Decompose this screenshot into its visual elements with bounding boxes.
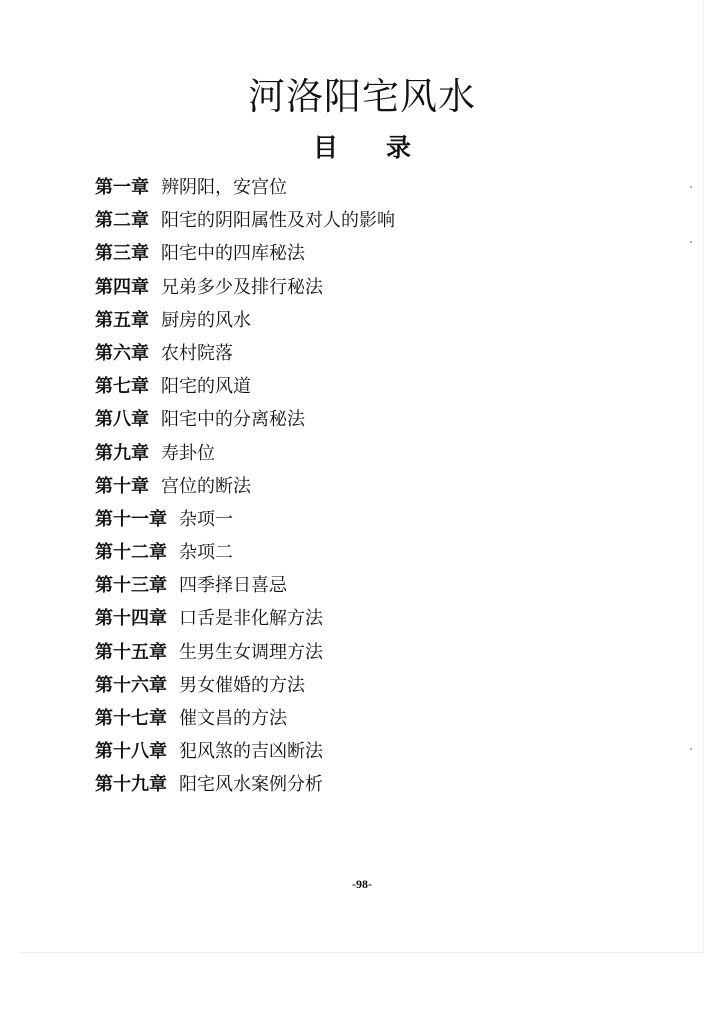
toc-chapter-title: 阳宅风水案例分析 <box>179 774 323 796</box>
toc-chapter-number: 第十章 <box>95 475 149 497</box>
toc-chapter-title: 生男生女调理方法 <box>179 641 323 663</box>
toc-entry <box>95 768 395 801</box>
scan-speck <box>690 186 692 188</box>
toc-entry <box>95 470 395 503</box>
table-of-contents <box>95 171 395 802</box>
toc-chapter-title: 寿卦位 <box>161 442 215 464</box>
toc-chapter-number: 第六章 <box>95 342 149 364</box>
toc-chapter-number: 第十六章 <box>95 674 167 696</box>
toc-entry <box>95 204 395 237</box>
toc-chapter-number: 第十七章 <box>95 708 167 729</box>
toc-chapter-title: 阳宅的阴阳属性及对人的影响 <box>161 210 395 232</box>
toc-chapter-title: 宫位的断法 <box>161 475 251 497</box>
toc-entry <box>95 735 395 768</box>
toc-chapter-title: 犯风煞的吉凶断法 <box>179 741 323 763</box>
toc-entry <box>95 370 395 403</box>
scan-edge-right <box>703 0 704 952</box>
toc-chapter-title: 催文昌的方法 <box>179 708 287 729</box>
toc-entry <box>95 669 395 702</box>
toc-chapter-number: 第十三章 <box>95 575 167 597</box>
toc-entry <box>95 437 395 470</box>
toc-chapter-number: 第一章 <box>95 177 149 198</box>
toc-chapter-title: 杂项二 <box>179 542 233 564</box>
toc-chapter-number: 第七章 <box>95 376 149 398</box>
toc-chapter-title: 农村院落 <box>161 342 233 364</box>
toc-chapter-number: 第十五章 <box>95 641 167 663</box>
page-number: -98- <box>352 877 372 891</box>
scan-speck <box>690 748 692 750</box>
toc-chapter-title: 四季择日喜忌 <box>179 575 287 597</box>
toc-entry <box>95 171 395 204</box>
scan-speck <box>690 241 692 243</box>
toc-chapter-title: 阳宅中的分离秘法 <box>161 409 305 431</box>
toc-chapter-title: 阳宅的风道 <box>161 376 251 398</box>
toc-chapter-number: 第十九章 <box>95 774 167 796</box>
toc-entry <box>95 702 395 735</box>
toc-chapter-number: 第二章 <box>95 210 149 232</box>
toc-chapter-number: 第十一章 <box>95 508 167 530</box>
toc-entry <box>95 569 395 602</box>
toc-chapter-number: 第八章 <box>95 409 149 431</box>
toc-chapter-number: 第九章 <box>95 442 149 464</box>
table-of-contents-heading <box>0 128 724 164</box>
scan-edge-bottom <box>20 952 704 953</box>
document-title: 河洛阳宅风水 <box>248 75 476 118</box>
toc-chapter-title: 兄弟多少及排行秘法 <box>161 276 323 298</box>
toc-chapter-number: 第三章 <box>95 243 149 265</box>
toc-entry <box>95 403 395 436</box>
toc-entry <box>95 271 395 304</box>
toc-chapter-number: 第十二章 <box>95 542 167 564</box>
toc-chapter-number: 第五章 <box>95 309 149 331</box>
toc-entry <box>95 304 395 337</box>
toc-entry <box>95 337 395 370</box>
toc-chapter-title: 杂项一 <box>179 508 233 530</box>
toc-chapter-title: 口舌是非化解方法 <box>179 608 323 630</box>
toc-chapter-number: 第四章 <box>95 276 149 298</box>
toc-entry <box>95 237 395 270</box>
toc-entry <box>95 503 395 536</box>
heading-char-2: 录 <box>386 133 412 162</box>
toc-chapter-number: 第十四章 <box>95 608 167 630</box>
toc-chapter-title: 厨房的风水 <box>161 309 251 331</box>
toc-chapter-title: 男女催婚的方法 <box>179 674 305 696</box>
toc-chapter-number: 第十八章 <box>95 741 167 763</box>
heading-char-1: 目 <box>312 133 338 162</box>
toc-entry <box>95 636 395 669</box>
toc-chapter-title: 辨阴阳，安宫位 <box>161 177 287 198</box>
toc-chapter-title: 阳宅中的四库秘法 <box>161 243 305 265</box>
toc-entry <box>95 602 395 635</box>
toc-entry <box>95 536 395 569</box>
